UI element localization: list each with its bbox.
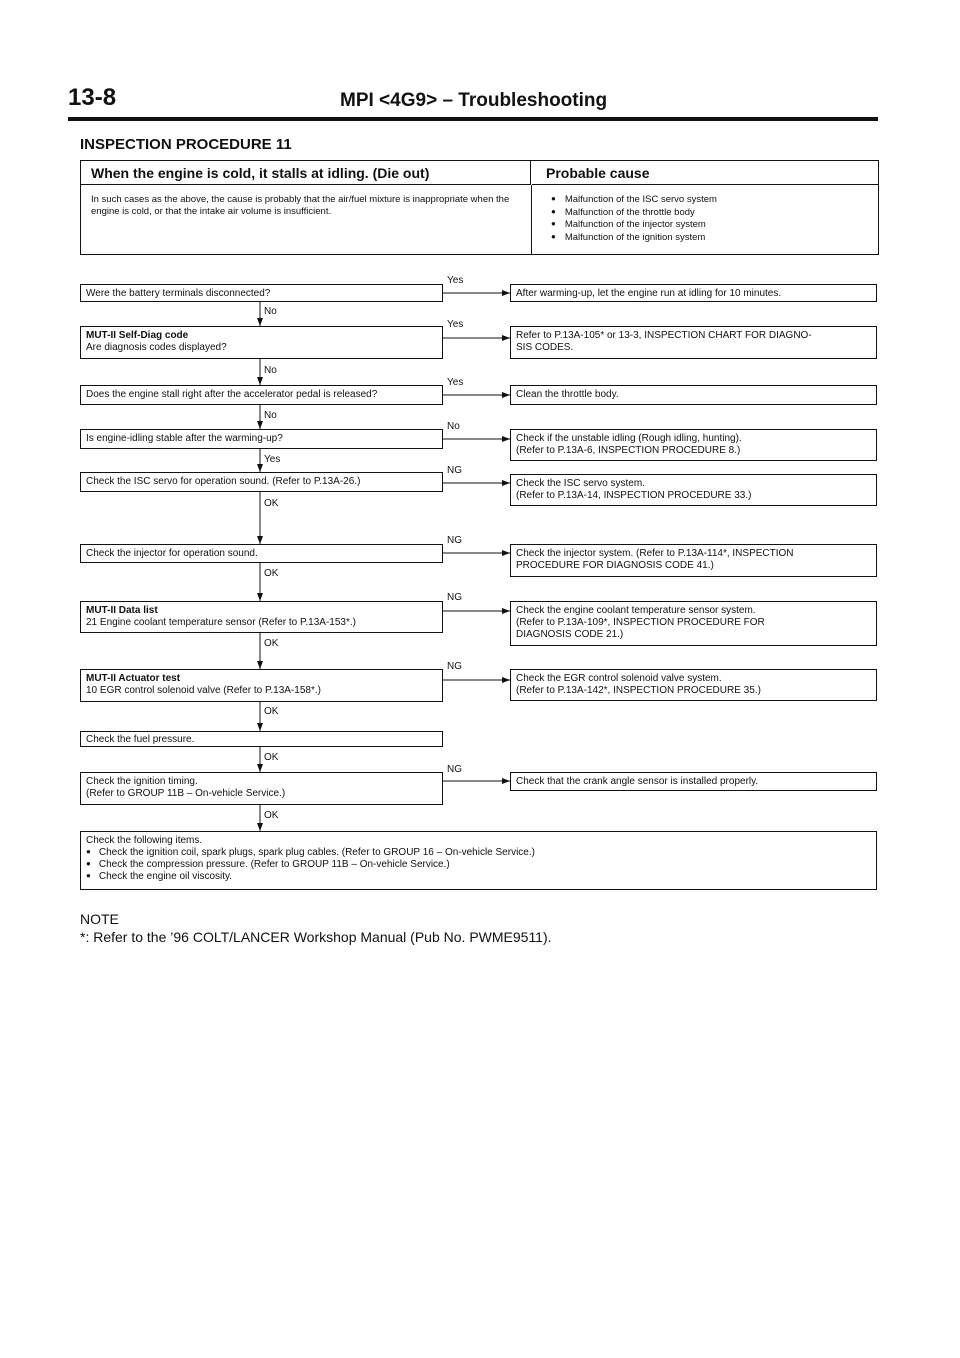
cause-item: ● Malfunction of the injector system xyxy=(551,219,717,232)
branch-label-ng: NG xyxy=(447,535,462,546)
branch-label-yes: Yes xyxy=(447,319,464,330)
branch-label-yes: Yes xyxy=(447,377,464,388)
check-injector-sound xyxy=(80,544,443,563)
branch-label-yes: Yes xyxy=(447,275,464,286)
check-actuator-test-egr xyxy=(80,669,443,702)
page-number: 13-8 xyxy=(68,84,117,111)
branch-label-ng: NG xyxy=(447,661,462,672)
final-item: ● Check the compression pressure. (Refer to GROUP 11B – On-vehicle Service.) xyxy=(86,859,871,871)
action-crank-angle-sensor xyxy=(510,772,877,791)
cause-item: ● Malfunction of the throttle body xyxy=(551,207,717,220)
action-text: (Refer to P.13A-142*, INSPECTION PROCEDURE 35.) xyxy=(516,685,761,696)
note-heading: NOTE xyxy=(80,911,119,927)
question-text: Does the engine stall right after the accelerator pedal is released? xyxy=(86,389,378,400)
final-check-items xyxy=(80,831,877,890)
branch-label-ok: OK xyxy=(264,810,279,821)
action-text: PROCEDURE FOR DIAGNOSIS CODE 41.) xyxy=(516,560,714,571)
question-text: Check the injector for operation sound. xyxy=(86,548,258,559)
branch-label-ok: OK xyxy=(264,752,279,763)
action-text: SIS CODES. xyxy=(516,342,574,353)
branch-label-no: No xyxy=(264,306,277,317)
branch-label-ng: NG xyxy=(447,764,462,775)
action-text: Check the EGR control solenoid valve system. xyxy=(516,673,722,684)
final-item: ● Check the ignition coil, spark plugs, spark plug cables. (Refer to GROUP 16 – On-vehicle Service.) xyxy=(86,847,871,859)
action-text: Refer to P.13A-105* or 13-3, INSPECTION CHART FOR DIAGNO- xyxy=(516,330,812,341)
branch-label-no: No xyxy=(264,410,277,421)
cause-item: ● Malfunction of the ignition system xyxy=(551,232,717,245)
action-isc-servo-system xyxy=(510,474,877,506)
question-text: Check the fuel pressure. xyxy=(86,734,195,745)
action-coolant-sensor-system xyxy=(510,601,877,646)
action-text: Check the ISC servo system. xyxy=(516,478,645,489)
note-text: *: Refer to the ’96 COLT/LANCER Workshop Manual (Pub No. PWME9511). xyxy=(80,929,552,945)
question-battery-disconnected xyxy=(80,284,443,302)
question-text: Check the ISC servo for operation sound. (Refer to P.13A-26.) xyxy=(86,476,361,487)
question-text: 21 Engine coolant temperature sensor (Refer to P.13A-153*.) xyxy=(86,617,356,628)
action-text: Check the engine coolant temperature sensor system. xyxy=(516,605,756,616)
question-text: Are diagnosis codes displayed? xyxy=(86,342,227,353)
question-heading: MUT-II Actuator test xyxy=(86,673,181,684)
branch-label-ok: OK xyxy=(264,638,279,649)
page-title: MPI <4G9> – Troubleshooting xyxy=(340,90,608,111)
question-text: Check the ignition timing. xyxy=(86,776,198,787)
question-idle-stable xyxy=(80,429,443,449)
branch-label-ng: NG xyxy=(447,592,462,603)
action-injector-system xyxy=(510,544,877,577)
branch-label-ok: OK xyxy=(264,706,279,717)
check-fuel-pressure xyxy=(80,731,443,747)
branch-label-yes: Yes xyxy=(264,454,281,465)
action-text: DIAGNOSIS CODE 21.) xyxy=(516,629,624,640)
question-text: Is engine-idling stable after the warming-up? xyxy=(86,433,283,444)
action-text: (Refer to P.13A-14, INSPECTION PROCEDURE 33.) xyxy=(516,490,752,501)
branch-label-no: No xyxy=(447,421,460,432)
action-text: (Refer to P.13A-6, INSPECTION PROCEDURE 8.) xyxy=(516,445,741,456)
action-text: Check that the crank angle sensor is installed properly. xyxy=(516,776,759,787)
cause-item: ● Malfunction of the ISC servo system xyxy=(551,194,717,207)
final-heading: Check the following items. xyxy=(86,835,203,846)
symptom-heading: When the engine is cold, it stalls at idling. (Die out) xyxy=(81,161,531,185)
final-item: ● Check the engine oil viscosity. xyxy=(86,871,871,883)
action-text: Check if the unstable idling (Rough idling, hunting). xyxy=(516,433,742,444)
question-self-diag-code xyxy=(80,326,443,359)
question-text: (Refer to GROUP 11B – On-vehicle Service.) xyxy=(86,788,286,799)
branch-label-no: No xyxy=(264,365,277,376)
action-text: (Refer to P.13A-109*, INSPECTION PROCEDURE FOR xyxy=(516,617,765,628)
branch-label-ok: OK xyxy=(264,498,279,509)
action-egr-solenoid-system xyxy=(510,669,877,701)
action-text: Clean the throttle body. xyxy=(516,389,619,400)
question-heading: MUT-II Data list xyxy=(86,605,158,616)
probable-cause-heading: Probable cause xyxy=(532,161,878,185)
action-clean-throttle xyxy=(510,385,877,405)
symptom-description: In such cases as the above, the cause is probably that the air/fuel mixture is inappropriate when the engine is cold, or that the intake air volume is insufficient. xyxy=(91,194,510,217)
branch-label-ng: NG xyxy=(447,465,462,476)
check-data-list-coolant xyxy=(80,601,443,633)
check-ignition-timing xyxy=(80,772,443,805)
procedure-title: INSPECTION PROCEDURE 11 xyxy=(80,136,292,153)
action-text: Check the injector system. (Refer to P.13A-114*, INSPECTION xyxy=(516,548,794,559)
branch-label-ok: OK xyxy=(264,568,279,579)
question-stall-pedal-release xyxy=(80,385,443,405)
check-isc-servo-sound xyxy=(80,472,443,492)
question-text: Were the battery terminals disconnected? xyxy=(86,288,271,299)
action-text: After warming-up, let the engine run at idling for 10 minutes. xyxy=(516,288,782,299)
question-heading: MUT-II Self-Diag code xyxy=(86,330,189,341)
action-diagnosis-chart xyxy=(510,326,877,359)
question-text: 10 EGR control solenoid valve (Refer to P.13A-158*.) xyxy=(86,685,321,696)
final-items-list xyxy=(86,847,871,883)
action-warm-up-idle xyxy=(510,284,877,302)
action-unstable-idling xyxy=(510,429,877,461)
